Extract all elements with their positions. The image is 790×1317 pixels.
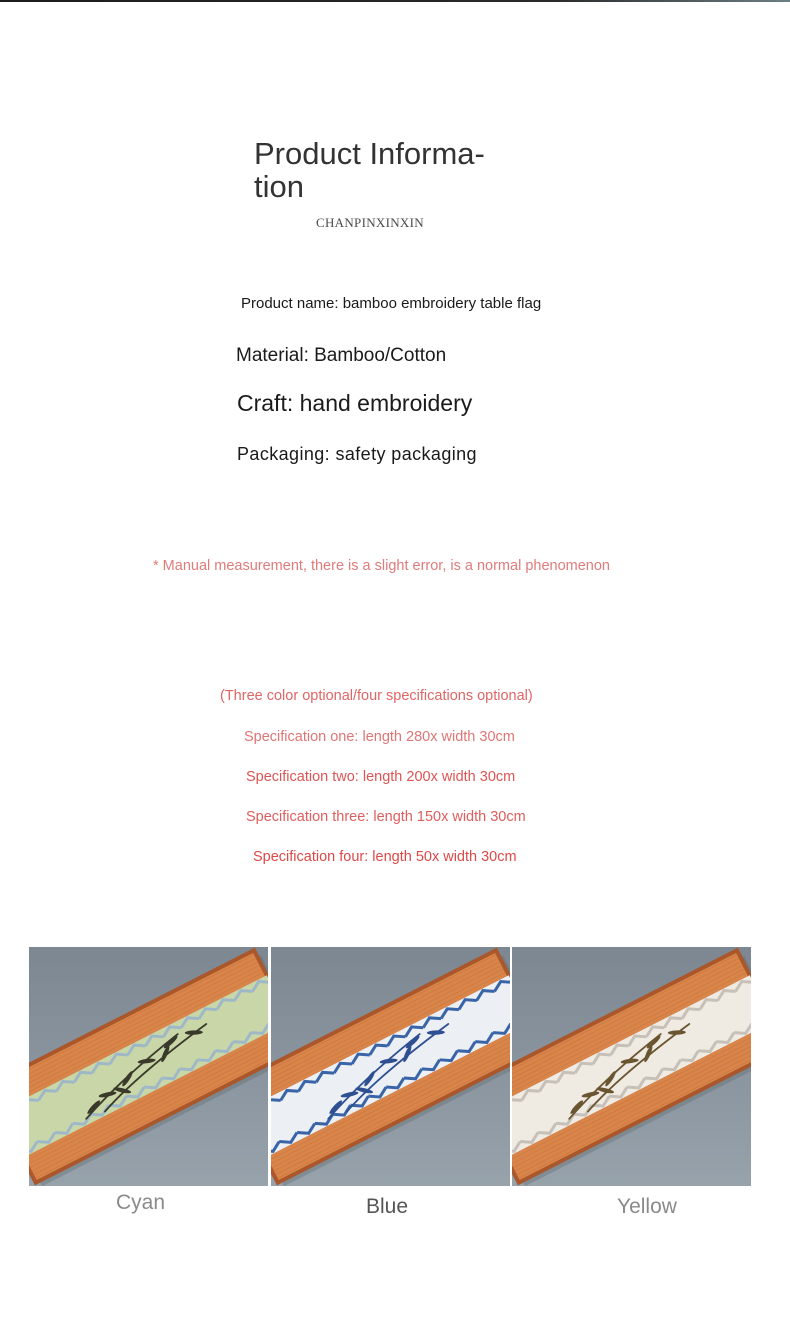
bamboo-mat-illustration [29, 947, 268, 1186]
spec-two: Specification two: length 200x width 30cm [246, 769, 516, 785]
product-packaging: Packaging: safety packaging [237, 444, 477, 464]
measurement-note: * Manual measurement, there is a slight error, is a normal phenomenon [153, 558, 610, 574]
spec-four: Specification four: length 50x width 30cm [253, 849, 517, 865]
spec-one: Specification one: length 280x width 30cm [244, 729, 515, 745]
bamboo-mat-illustration [512, 947, 751, 1186]
product-craft: Craft: hand embroidery [237, 390, 473, 416]
variant-label-cyan: Cyan [116, 1191, 166, 1214]
variant-label-yellow: Yellow [617, 1195, 677, 1218]
variant-label-blue: Blue [366, 1195, 409, 1218]
spec-options-heading: (Three color optional/four specifications optional) [220, 688, 533, 704]
product-name: Product name: bamboo embroidery table flag [241, 295, 542, 312]
page-title: Product Informa- tion [254, 136, 485, 204]
variant-image-cyan[interactable] [29, 947, 268, 1186]
top-divider [0, 0, 790, 2]
page-subtitle: CHANPINXINXIN [316, 215, 424, 230]
bamboo-mat-illustration [271, 947, 510, 1186]
variant-image-blue[interactable] [271, 947, 510, 1186]
spec-three: Specification three: length 150x width 30cm [246, 809, 526, 825]
variant-image-yellow[interactable] [512, 947, 751, 1186]
product-material: Material: Bamboo/Cotton [236, 345, 447, 366]
